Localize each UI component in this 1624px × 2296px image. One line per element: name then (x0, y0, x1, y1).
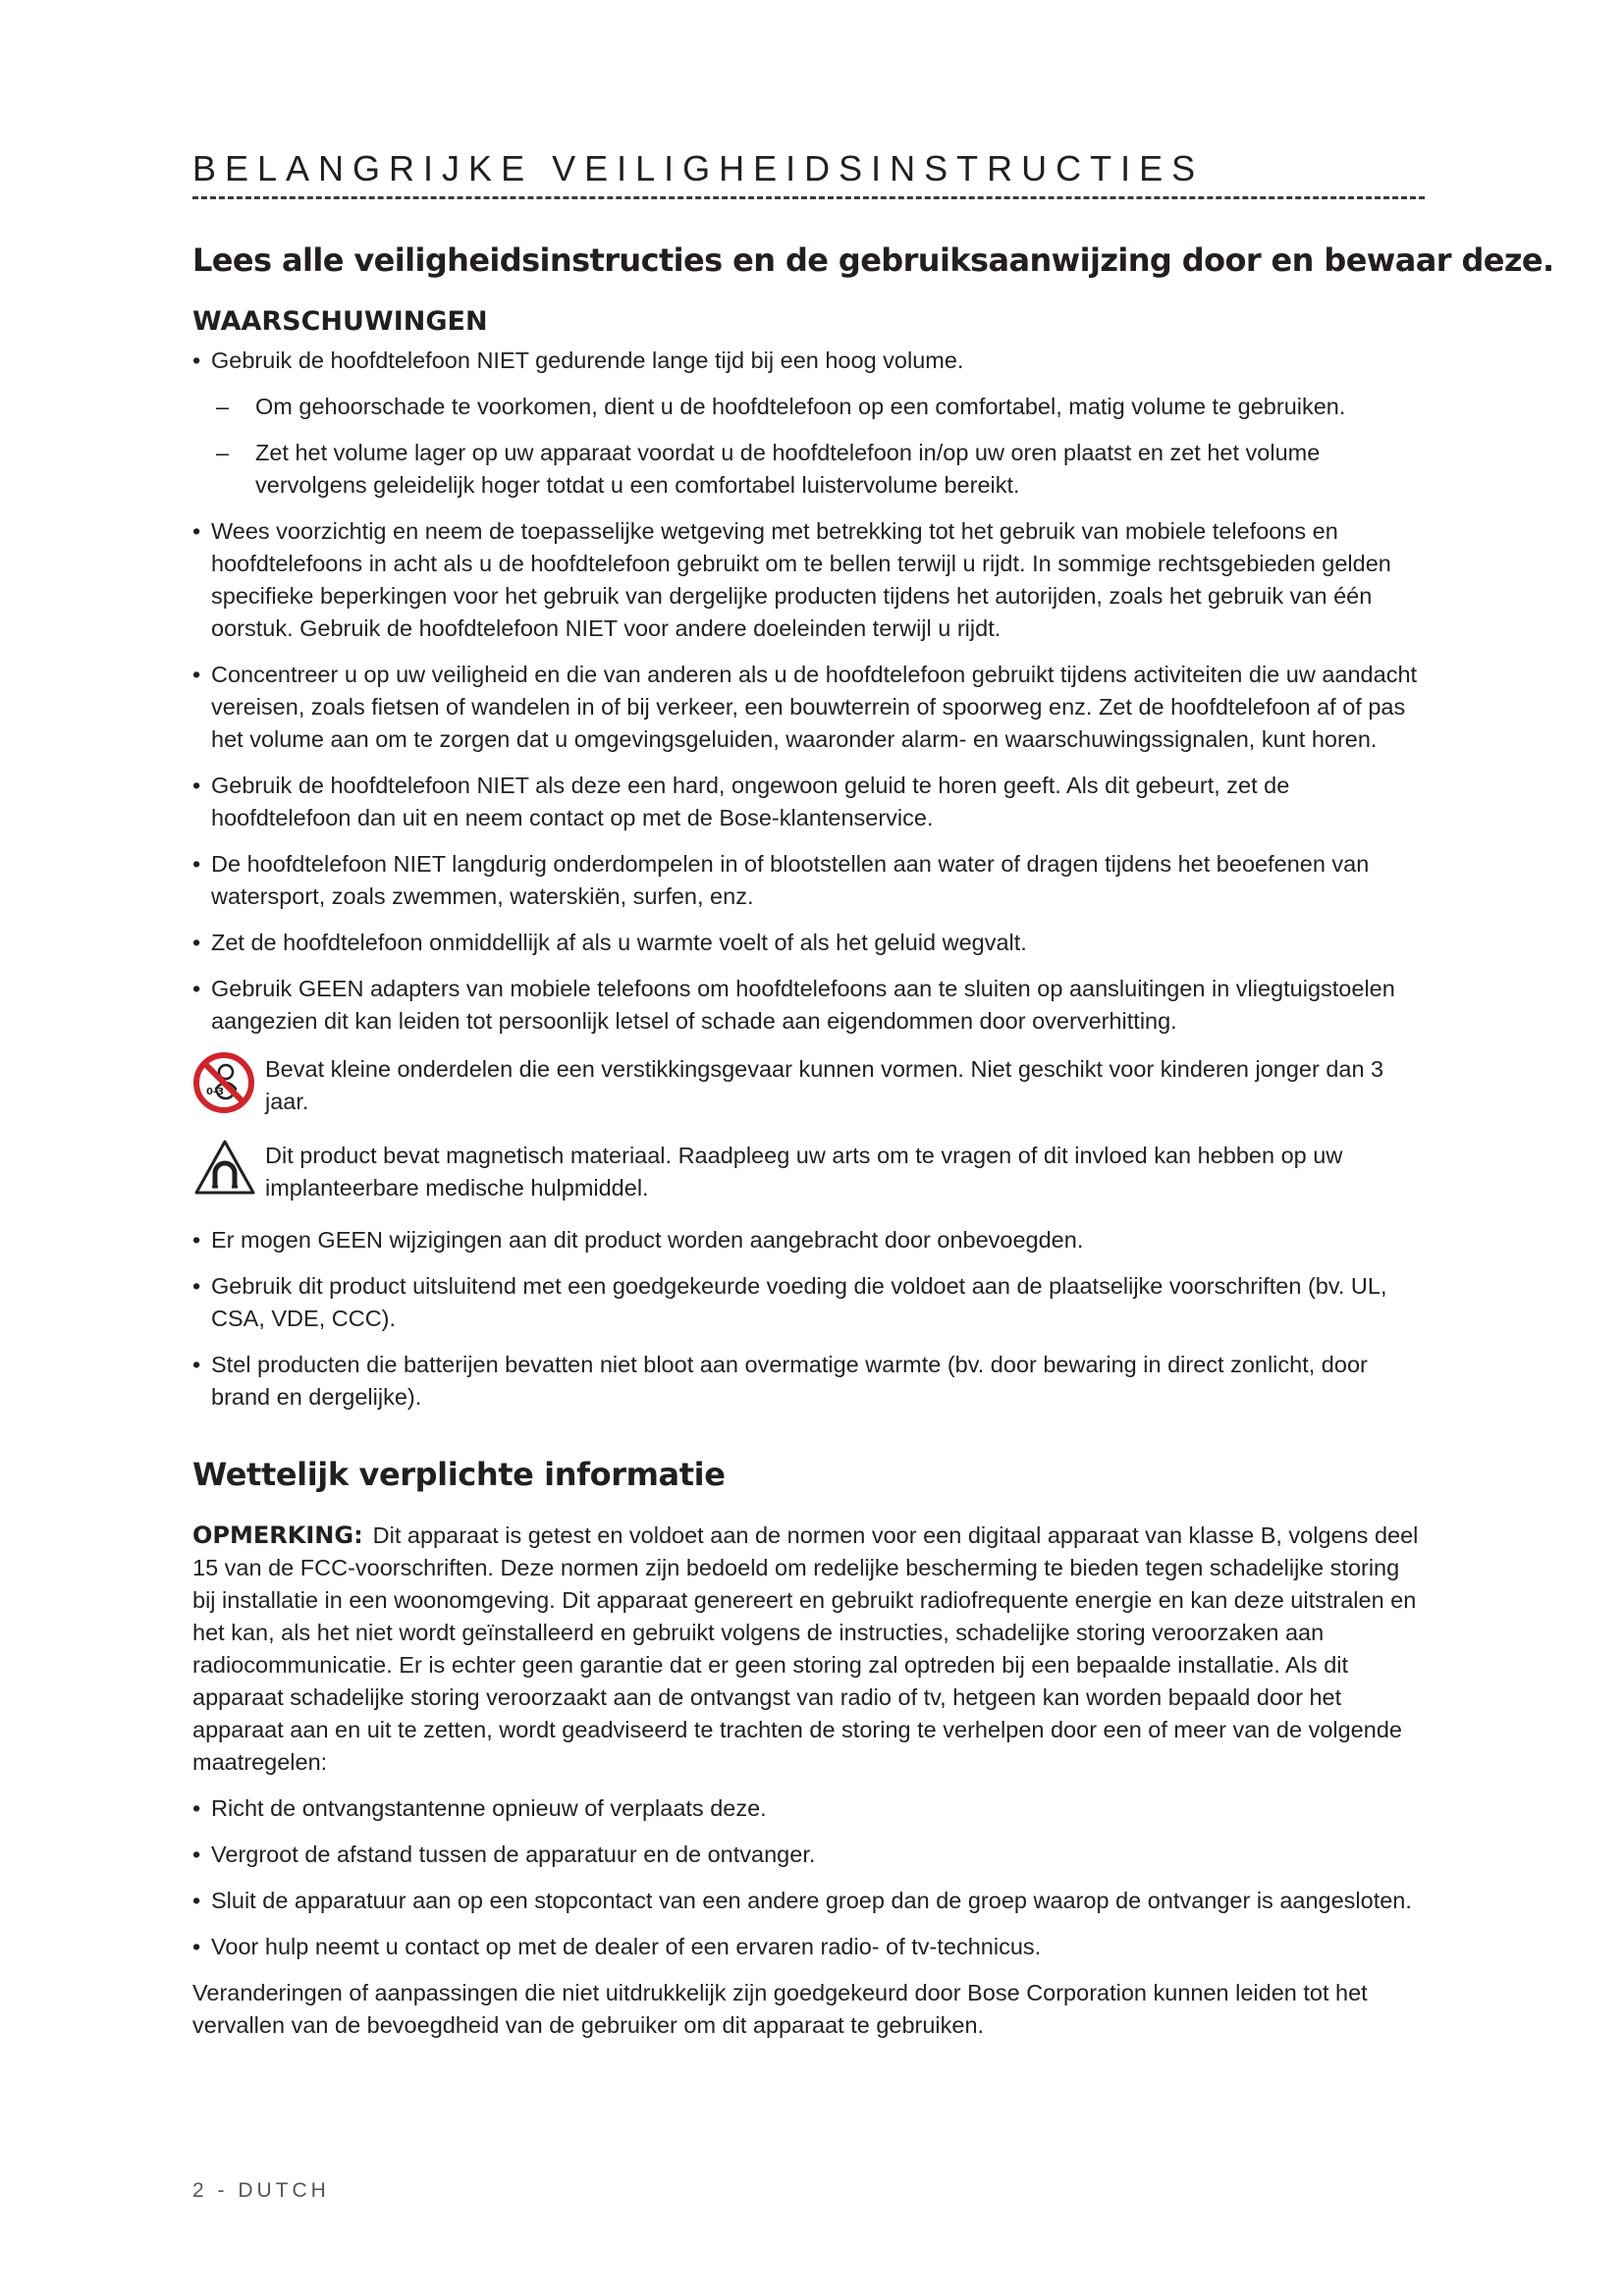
measure-bullet: • Sluit de apparatuur aan op een stopcontact van een andere groep dan de groep waarop de ontvanger is aangesloten. (192, 1885, 1425, 1917)
warning-bullet: • Gebruik de hoofdtelefoon NIET als deze een hard, ongewoon geluid te horen geeft. Als dit gebeurt, zet de hoofdtelefoon dan uit en neem contact op met de Bose-klantenservice. (192, 770, 1425, 834)
closing-paragraph: Veranderingen of aanpassingen die niet uitdrukkelijk zijn goedgekeurd door Bose Corporation kunnen leiden tot het vervallen van de bevoegdheid van de gebruiker om dit apparaat te gebruiken. (192, 1980, 1368, 2038)
svg-text:0-3: 0-3 (206, 1087, 225, 1097)
note-text: Dit apparaat is getest en voldoet aan de normen voor een digitaal apparaat van klasse B, volgens deel 15 van de FCC-voorschriften. Deze normen zijn bedoeld om redelijke bescherming te bieden tegen schadelijke storing bij installatie in een woonomgeving. Dit apparaat genereert en gebruikt radiofrequente energie en kan deze uitstralen en het kan, als het niet wordt geïnstalleerd en gebruikt volgens de instructies, schadelijke storing veroorzaken aan radiocommunicatie. Er is echter geen garantie dat er geen storing zal optreden bij een bepaalde installatie. Als dit apparaat schadelijke storing veroorzaakt aan de ontvangst van radio of tv, hetgeen kan worden bepaald door het apparaat aan en uit te zetten, wordt geadviseerd te trachten de storing te verhelpen door een of meer van de volgende maatregelen: (192, 1522, 1419, 1775)
warning-bullet: • De hoofdtelefoon NIET langdurig onderdompelen in of blootstellen aan water of dragen tijdens het beoefenen van watersport, zoals zwemmen, waterskiën, surfen, enz. (192, 848, 1425, 913)
choking-hazard-row (192, 1051, 1425, 1120)
warning-bullet: • Gebruik de hoofdtelefoon NIET gedurende lange tijd bij een hoog volume. (192, 345, 1425, 377)
choking-hazard-icon (192, 1051, 265, 1120)
header-dashed-rule (192, 196, 1425, 199)
magnet-warning-text: Dit product bevat magnetisch materiaal. Raadpleeg uw arts om te vragen of dit invloed kan hebben op uw implanteerbare medische hulpmiddel. (265, 1143, 1343, 1201)
page-content (192, 147, 1554, 2056)
regulatory-section-title: Wettelijk verplichte informatie (192, 1456, 726, 1493)
warning-bullet: • Concentreer u op uw veiligheid en die van anderen als u de hoofdtelefoon gebruikt tijdens activiteiten die uw aandacht vereisen, zoals fietsen of wandelen in of bij verkeer, een bouwterrein of spoorweg enz. Zet de hoofdtelefoon af of pas het volume aan om te zorgen dat u omgevingsgeluiden, waaronder alarm- en waarschuwingssignalen, kunt horen. (192, 659, 1425, 756)
lead-instruction: Lees alle veiligheidsinstructies en de gebruiksaanwijzing door en bewaar deze. (192, 241, 1554, 279)
measure-bullet: • Richt de ontvangstantenne opnieuw of verplaats deze. (192, 1792, 1425, 1825)
warning-bullet: • Zet de hoofdtelefoon onmiddellijk af als u warmte voelt of als het geluid wegvalt. (192, 927, 1425, 959)
warning-bullet: • Wees voorzichtig en neem de toepasselijke wetgeving met betrekking tot het gebruik van mobiele telefoons en hoofdtelefoons in acht als u de hoofdtelefoon gebruikt om te bellen terwijl u rijdt. In sommige rechtsgebieden gelden specifieke beperkingen voor het gebruik van dergelijke producten tijdens het autorijden, zoals het gebruik van één oorstuk. Gebruik de hoofdtelefoon NIET voor andere doeleinden terwijl u rijdt. (192, 515, 1425, 645)
warnings-heading: WAARSCHUWINGEN (192, 306, 488, 337)
note-label: OPMERKING: (192, 1522, 363, 1549)
page-footer: 2 - DUTCH (192, 2179, 330, 2202)
warning-bullet: • Stel producten die batterijen bevatten niet bloot aan overmatige warmte (bv. door bewaring in direct zonlicht, door brand en dergelijke). (192, 1349, 1425, 1414)
measure-bullet: • Vergroot de afstand tussen de apparatuur en de ontvanger. (192, 1839, 1425, 1871)
choking-hazard-text: Bevat kleine onderdelen die een verstikkingsgevaar kunnen vormen. Niet geschikt voor kinderen jonger dan 3 jaar. (265, 1056, 1384, 1114)
fcc-note-paragraph (192, 1520, 1425, 1779)
warning-bullet: • Er mogen GEEN wijzigingen aan dit product worden aangebracht door onbevoegden. (192, 1224, 1425, 1256)
warning-sub-item: – Zet het volume lager op uw apparaat voordat u de hoofdtelefoon in/op uw oren plaatst en zet het volume vervolgens geleidelijk hoger totdat u een comfortabel luistervolume bereikt. (216, 437, 1425, 502)
measure-bullet: • Voor hulp neemt u contact op met de dealer of een ervaren radio- of tv-technicus. (192, 1931, 1425, 1963)
page-header-title: BELANGRIJKE VEILIGHEIDSINSTRUCTIES (192, 148, 1205, 188)
magnet-warning-row (192, 1138, 1425, 1206)
warning-sub-item: – Om gehoorschade te voorkomen, dient u de hoofdtelefoon op een comfortabel, matig volume te gebruiken. (216, 391, 1425, 423)
warning-bullet: • Gebruik dit product uitsluitend met een goedgekeurde voeding die voldoet aan de plaatselijke voorschriften (bv. UL, CSA, VDE, CCC). (192, 1270, 1425, 1335)
magnet-warning-icon (192, 1138, 265, 1206)
warning-bullet: • Gebruik GEEN adapters van mobiele telefoons om hoofdtelefoons aan te sluiten op aansluitingen in vliegtuigstoelen aangezien dit kan leiden tot persoonlijk letsel of schade aan eigendommen door oververhitting. (192, 973, 1425, 1038)
